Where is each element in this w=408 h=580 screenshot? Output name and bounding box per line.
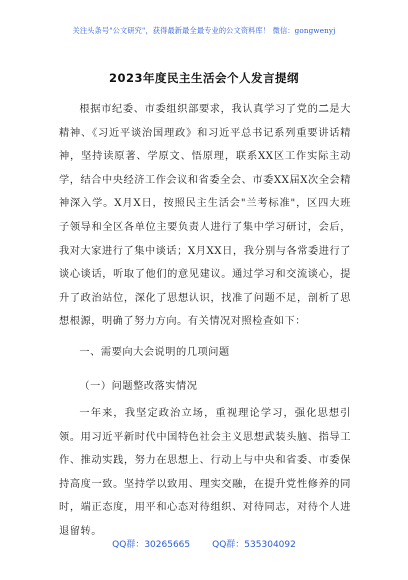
section-heading: 一、需要向大会说明的几项问题 — [79, 346, 230, 358]
body-paragraph: 一年来，我坚定政治立场，重视理论学习，强化思想引领。用习近平新时代中国特色社会主义思想武装头脑、指导工作、推动实践，努力在思想上、行动上与中央和省委、市委保持高度一致。坚持学以致用、理实交融，在提升党性修养的同时，端正态度，用平和心态对待组织、对待同志，对待个人进退留转。 — [59, 407, 351, 537]
intro-paragraph: 根据市纪委、市委组织部要求，我认真学习了党的二是大精神、《习近平谈治国理政》和习近平总书记系列重要讲话精神，坚持读原著、学原文、悟原理，联系XX区工作实际主动学，结合中央经济工作会议和省委全会、市委XX届X次全会精神深入学。X月X日，按照民主生活会"兰考标准"，区四大班子领导和全区各单位主要负责人进行了集中学习研讨，会后，我对大家进行了集中谈话；X月XX日，我分别与各常委进行了谈心谈话，听取了他们的意见建议。通过学习和交流谈心，提升了政治站位，深化了思想认识，找准了问题不足，剖析了思想根源，明确了努力方向。有关情况对照检查如下： — [59, 103, 351, 328]
document-title: 2023年度民主生活会个人发言提纲 — [108, 71, 299, 85]
footer-qq-group-2: QQ群：535304092 — [212, 540, 296, 550]
footer-qq-group-1: QQ群：30265665 — [112, 540, 191, 550]
document-body — [59, 98, 351, 537]
promo-banner: 关注头条号"公文研究"，获得最新最全最专业的公文资料库！ 微信：gongwenyj — [72, 26, 336, 35]
subsection-heading: （一）问题整改落实情况 — [79, 380, 198, 392]
footer-contacts — [0, 537, 408, 550]
